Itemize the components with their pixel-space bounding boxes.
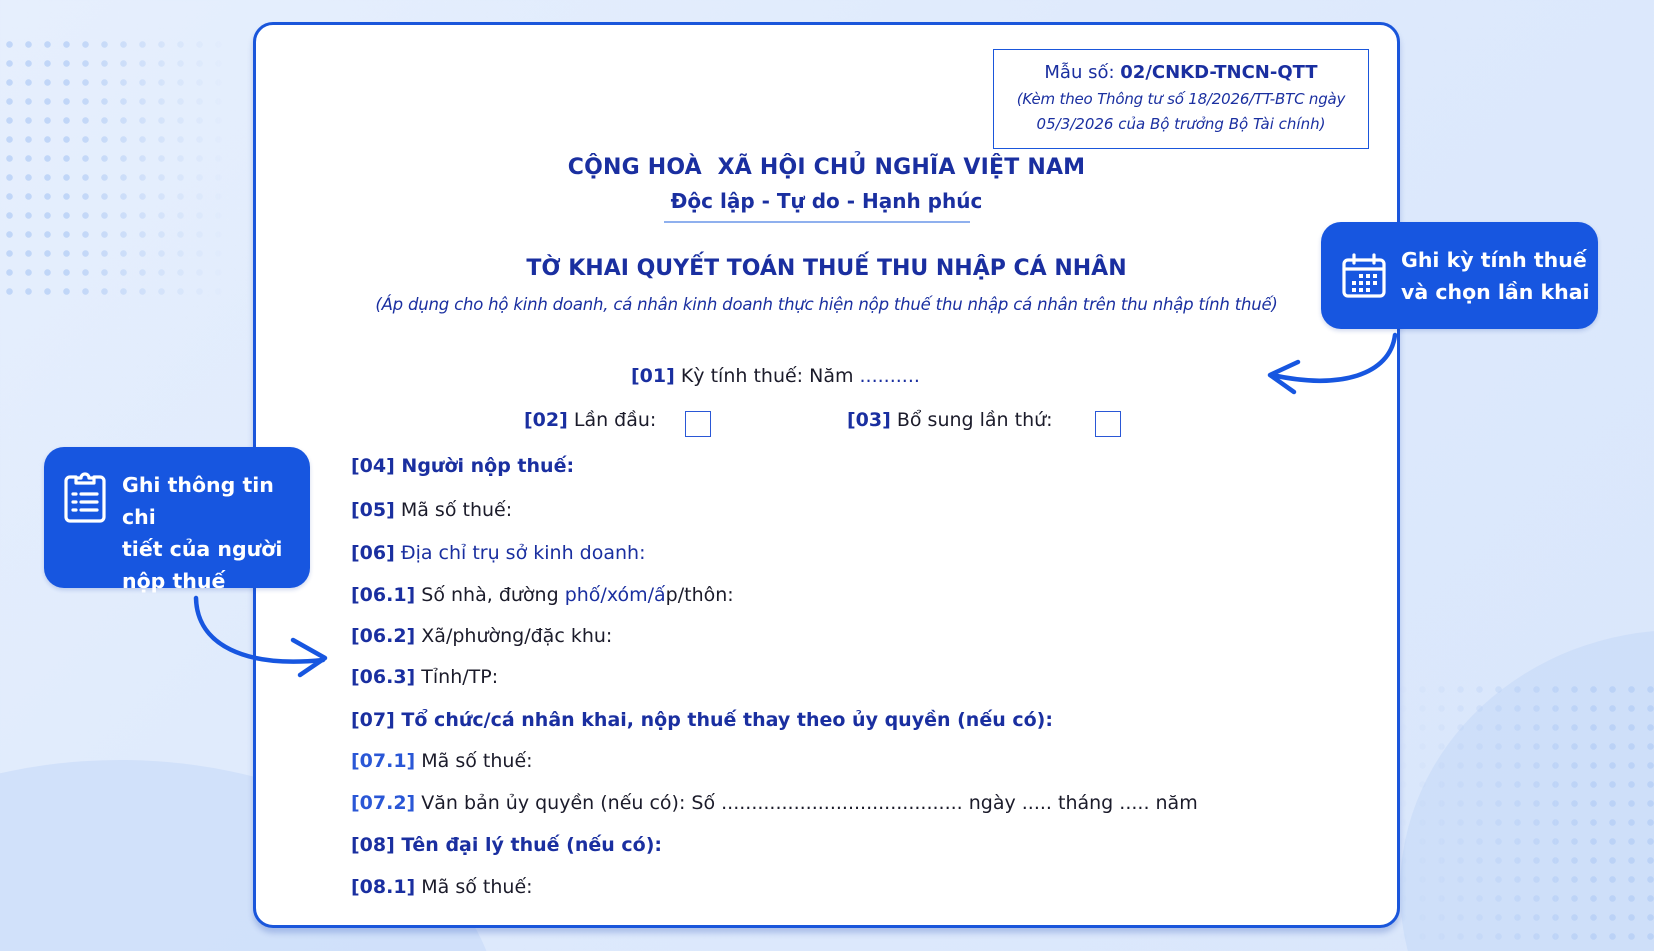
callout-left-line2: tiết của người bbox=[122, 537, 283, 561]
form-code-label: Mẫu số: bbox=[1044, 62, 1121, 83]
form-subtitle: (Áp dụng cho hộ kinh doanh, cá nhân kinh doanh thực hiện nộp thuế thu nhập cá nhân trên thu nhập tính thuế) bbox=[375, 295, 1278, 314]
field-04-taxpayer: [04] Người nộp thuế: bbox=[351, 455, 575, 477]
first-time-checkbox[interactable] bbox=[685, 411, 711, 437]
callout-right-line2: và chọn lần khai bbox=[1401, 279, 1590, 304]
national-motto: Độc lập - Tự do - Hạnh phúc bbox=[670, 189, 983, 213]
callout-left-line1: Ghi thông tin chi bbox=[122, 473, 274, 529]
field-07-authorized-filer: [07] Tổ chức/cá nhân khai, nộp thuế thay theo ủy quyền (nếu có): bbox=[351, 709, 1053, 731]
form-reference-line2: 05/3/2026 của Bộ trưởng Bộ Tài chính) bbox=[1036, 115, 1326, 133]
motto-underline bbox=[664, 221, 970, 223]
background-dot-pattern bbox=[0, 35, 230, 305]
callout-tax-period bbox=[1321, 222, 1598, 329]
field-05-tax-code: [05] Mã số thuế: bbox=[351, 499, 513, 521]
supplement-checkbox[interactable] bbox=[1095, 411, 1121, 437]
field-tax-period: [01] Kỳ tính thuế: Năm .......... bbox=[631, 365, 920, 387]
field-first-time: [02] Lần đầu: bbox=[524, 409, 657, 431]
field-06-business-address: [06] Địa chỉ trụ sở kinh doanh: bbox=[351, 542, 646, 564]
curved-arrow-right-callout bbox=[1260, 330, 1410, 420]
field-07-2-authorization-document: [07.2] Văn bản ủy quyền (nếu có): Số ........................................ ngày ..... tháng ..... năm bbox=[351, 792, 1198, 814]
field-06-2-ward: [06.2] Xã/phường/đặc khu: bbox=[351, 625, 613, 647]
field-07-1-tax-code: [07.1] Mã số thuế: bbox=[351, 750, 533, 772]
national-title: CỘNG HOÀ XÃ HỘI CHỦ NGHĨA VIỆT NAM bbox=[567, 155, 1086, 180]
form-title: TỜ KHAI QUYẾT TOÁN THUẾ THU NHẬP CÁ NHÂN bbox=[526, 256, 1127, 281]
field-08-tax-agent: [08] Tên đại lý thuế (nếu có): bbox=[351, 834, 662, 856]
form-reference-line1: (Kèm theo Thông tư số 18/2026/TT-BTC ngày bbox=[1016, 90, 1346, 108]
form-code: 02/CNKD-TNCN-QTT bbox=[1120, 62, 1318, 83]
tax-year-blank[interactable]: .......... bbox=[859, 365, 920, 387]
tax-form-document bbox=[253, 22, 1400, 928]
field-supplement: [03] Bổ sung lần thứ: bbox=[847, 409, 1053, 431]
field-06-1-street: [06.1] Số nhà, đường phố/xóm/ấp/thôn: bbox=[351, 584, 734, 606]
background-dot-pattern bbox=[1394, 680, 1654, 951]
clipboard-list-icon bbox=[64, 469, 106, 525]
curved-arrow-left-callout bbox=[185, 590, 345, 690]
callout-right-line1: Ghi kỳ tính thuế bbox=[1401, 247, 1587, 272]
callout-left-line3: nộp thuế bbox=[122, 569, 226, 593]
field-06-3-province: [06.3] Tỉnh/TP: bbox=[351, 666, 499, 688]
field-08-1-tax-code: [08.1] Mã số thuế: bbox=[351, 876, 533, 898]
callout-taxpayer-info bbox=[44, 447, 310, 593]
form-code-box bbox=[993, 49, 1369, 149]
calendar-icon bbox=[1341, 253, 1387, 299]
